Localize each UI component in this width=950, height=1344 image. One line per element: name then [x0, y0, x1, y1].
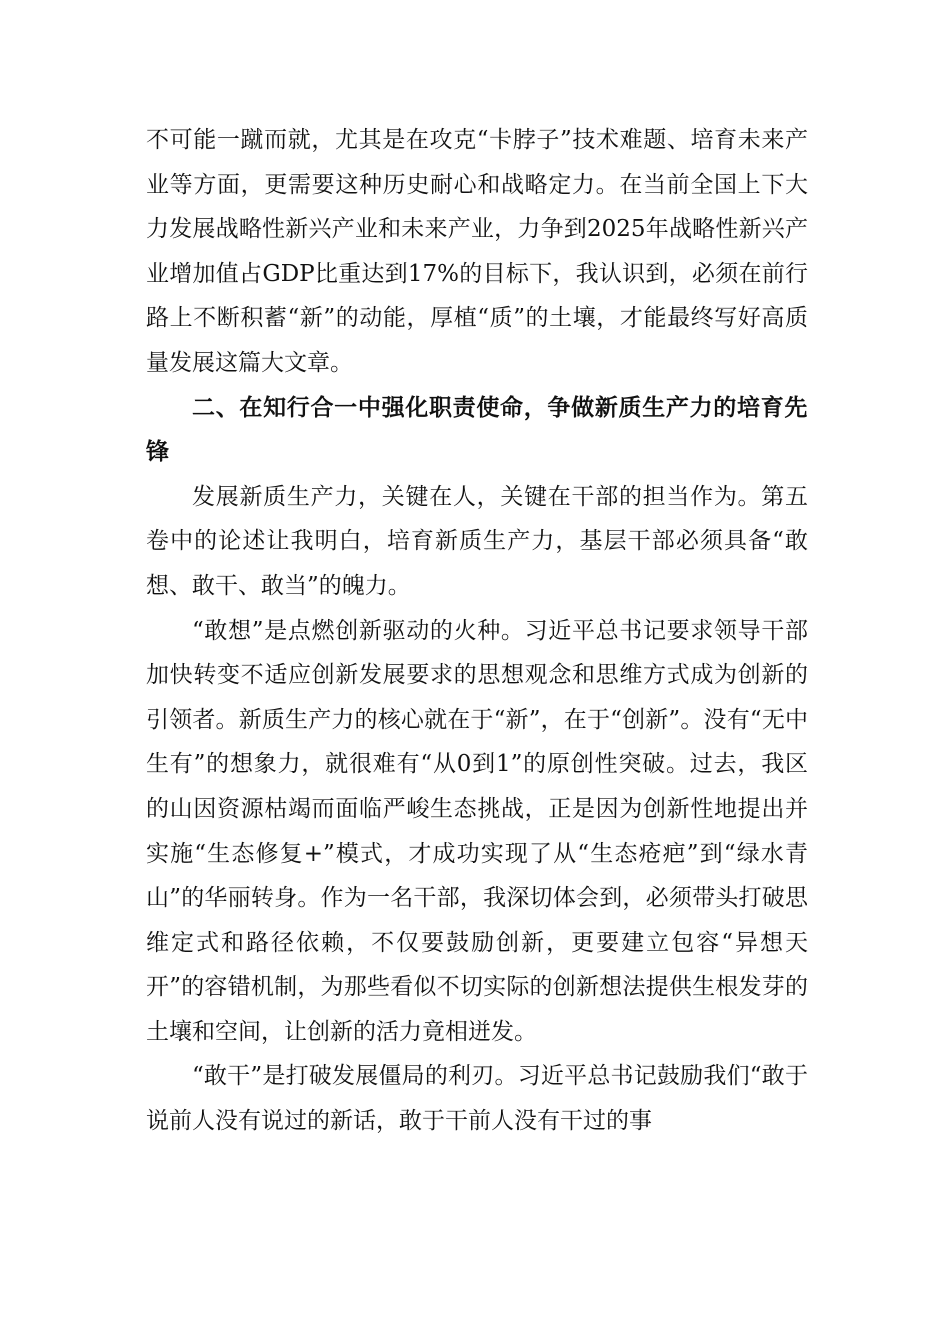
body-paragraph: 不可能一蹴而就，尤其是在攻克“卡脖子”技术难题、培育未来产业等方面，更需要这种历史耐心和战略定力。在当前全国上下大力发展战略性新兴产业和未来产业，力争到2025年战略性新兴产业增加值占GDP比重达到17%的目标下，我认识到，必须在前行路上不断积蓄“新”的动能，厚植“质”的土壤，才能最终写好高质量发展这篇大文章。: [146, 127, 808, 376]
document-body: [146, 118, 808, 1144]
body-paragraph: “敢干”是打破发展僵局的利刃。习近平总书记鼓励我们“敢于说前人没有说过的新话，敢于干前人没有干过的事: [146, 1063, 808, 1135]
body-paragraph: “敢想”是点燃创新驱动的火种。习近平总书记要求领导干部加快转变不适应创新发展要求的思想观念和思维方式成为创新的引领者。新质生产力的核心就在于“新”，在于“创新”。没有“无中生有”的想象力，就很难有“从0到1”的原创性突破。过去，我区的山因资源枯竭而面临严峻生态挑战，正是因为创新性地提出并实施“生态修复+”模式，才成功实现了从“生态疮疤”到“绿水青山”的华丽转身。作为一名干部，我深切体会到，必须带头打破思维定式和路径依赖，不仅要鼓励创新，更要建立包容“异想天开”的容错机制，为那些看似不切实际的创新想法提供生根发芽的土壤和空间，让创新的活力竟相迸发。: [146, 617, 808, 1045]
section-heading: 二、在知行合一中强化职责使命，争做新质生产力的培育先锋: [146, 394, 808, 466]
body-paragraph: 发展新质生产力，关键在人，关键在干部的担当作为。第五卷中的论述让我明白，培育新质生产力，基层干部必须具备“敢想、敢干、敢当”的魄力。: [146, 483, 808, 599]
